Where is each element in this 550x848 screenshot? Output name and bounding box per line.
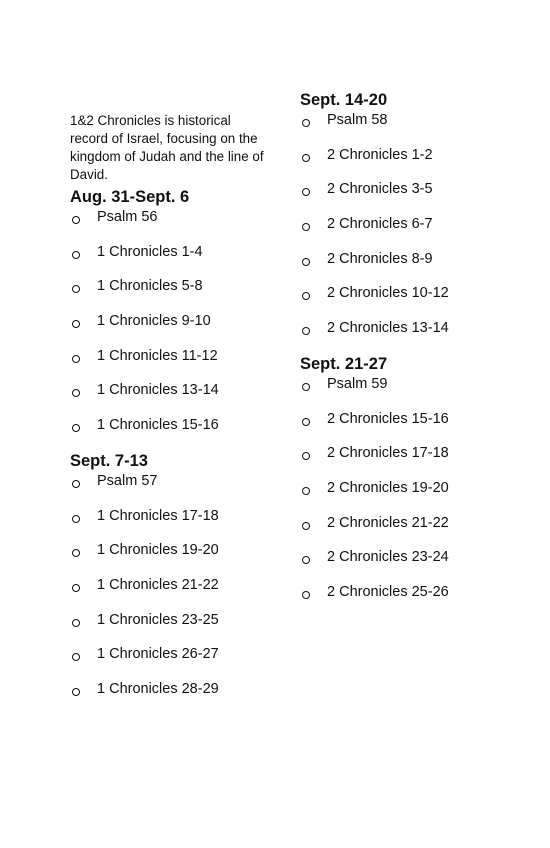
list-item xyxy=(70,208,270,243)
reading-label: Psalm 56 xyxy=(97,209,158,225)
list-item xyxy=(70,277,270,312)
circle-bullet-icon xyxy=(72,389,80,397)
reading-label: 1 Chronicles 15-16 xyxy=(97,417,219,434)
circle-bullet-icon xyxy=(72,688,80,696)
list-item xyxy=(70,312,270,347)
reading-label: 1 Chronicles 28-29 xyxy=(97,680,219,697)
reading-label: 2 Chronicles 25-26 xyxy=(327,583,449,600)
reading-label: Psalm 59 xyxy=(327,375,388,392)
week-section xyxy=(70,451,270,715)
list-item xyxy=(300,410,500,445)
reading-label: 2 Chronicles 21-22 xyxy=(327,514,449,531)
reading-label: 1 Chronicles 19-20 xyxy=(97,542,219,559)
list-item xyxy=(300,111,500,146)
reading-list xyxy=(300,375,500,618)
circle-bullet-icon xyxy=(302,258,310,266)
list-item xyxy=(70,541,270,576)
circle-bullet-icon xyxy=(302,591,310,599)
week-section xyxy=(300,90,500,354)
reading-label: Psalm 58 xyxy=(327,112,388,128)
reading-label: 1 Chronicles 1-4 xyxy=(97,243,203,260)
reading-label: 2 Chronicles 8-9 xyxy=(327,250,433,267)
reading-label: 2 Chronicles 3-5 xyxy=(327,181,433,198)
circle-bullet-icon xyxy=(72,216,80,224)
list-item xyxy=(300,215,500,250)
list-item xyxy=(70,680,270,715)
list-item xyxy=(300,375,500,410)
circle-bullet-icon xyxy=(302,154,310,162)
reading-label: 1 Chronicles 13-14 xyxy=(97,382,219,399)
list-item xyxy=(70,611,270,646)
reading-label: Psalm 57 xyxy=(97,472,158,489)
list-item xyxy=(300,180,500,215)
circle-bullet-icon xyxy=(302,452,310,460)
list-item xyxy=(70,645,270,680)
circle-bullet-icon xyxy=(72,285,80,293)
list-item xyxy=(70,576,270,611)
list-item xyxy=(300,548,500,583)
circle-bullet-icon xyxy=(72,584,80,592)
reading-list xyxy=(300,111,500,354)
right-week-list xyxy=(300,90,500,618)
week-title: Aug. 31-Sept. 6 xyxy=(70,188,190,206)
reading-label: 2 Chronicles 13-14 xyxy=(327,320,449,337)
circle-bullet-icon xyxy=(72,549,80,557)
circle-bullet-icon xyxy=(72,251,80,259)
week-section xyxy=(300,354,500,618)
reading-label: 2 Chronicles 23-24 xyxy=(327,549,449,566)
circle-bullet-icon xyxy=(72,619,80,627)
reading-label: 1 Chronicles 11-12 xyxy=(97,347,218,364)
reading-label: 1 Chronicles 5-8 xyxy=(97,278,203,295)
list-item xyxy=(300,514,500,549)
circle-bullet-icon xyxy=(302,188,310,196)
reading-label: 2 Chronicles 17-18 xyxy=(327,445,449,462)
week-title: Sept. 7-13 xyxy=(70,451,148,470)
week-section xyxy=(70,187,270,451)
circle-bullet-icon xyxy=(302,556,310,564)
reading-label: 1 Chronicles 21-22 xyxy=(97,576,219,593)
left-week-list xyxy=(70,187,270,715)
week-title: Sept. 14-20 xyxy=(300,91,388,109)
circle-bullet-icon xyxy=(302,418,310,426)
list-item xyxy=(70,507,270,542)
circle-bullet-icon xyxy=(302,119,310,127)
circle-bullet-icon xyxy=(302,522,310,530)
list-item xyxy=(70,347,270,382)
circle-bullet-icon xyxy=(302,327,310,335)
list-item xyxy=(300,444,500,479)
list-item xyxy=(70,243,270,278)
circle-bullet-icon xyxy=(302,487,310,495)
intro-text: 1&2 Chronicles is historical record of Israel, focusing on the kingdom of Judah and the line of David. xyxy=(70,113,264,182)
reading-label: 2 Chronicles 10-12 xyxy=(327,285,449,302)
list-item xyxy=(300,583,500,618)
reading-label: 1 Chronicles 9-10 xyxy=(97,313,211,330)
reading-label: 1 Chronicles 26-27 xyxy=(97,646,219,663)
circle-bullet-icon xyxy=(72,355,80,363)
circle-bullet-icon xyxy=(72,424,80,432)
left-column xyxy=(70,112,270,715)
list-item xyxy=(300,146,500,181)
reading-label: 1 Chronicles 17-18 xyxy=(97,507,219,524)
circle-bullet-icon xyxy=(72,320,80,328)
circle-bullet-icon xyxy=(302,383,310,391)
reading-label: 2 Chronicles 6-7 xyxy=(327,216,433,233)
reading-label: 2 Chronicles 15-16 xyxy=(327,410,449,427)
reading-label: 2 Chronicles 19-20 xyxy=(327,479,449,496)
list-item xyxy=(300,284,500,319)
list-item xyxy=(300,479,500,514)
reading-list xyxy=(70,472,270,715)
reading-label: 1 Chronicles 23-25 xyxy=(97,611,219,628)
list-item xyxy=(300,250,500,285)
reading-list xyxy=(70,208,270,451)
list-item xyxy=(70,472,270,507)
list-item xyxy=(70,381,270,416)
circle-bullet-icon xyxy=(72,515,80,523)
circle-bullet-icon xyxy=(72,653,80,661)
circle-bullet-icon xyxy=(72,480,80,488)
circle-bullet-icon xyxy=(302,292,310,300)
week-title: Sept. 21-27 xyxy=(300,354,388,373)
right-column xyxy=(300,90,500,618)
reading-label: 2 Chronicles 1-2 xyxy=(327,146,433,163)
list-item xyxy=(300,319,500,354)
list-item xyxy=(70,416,270,451)
circle-bullet-icon xyxy=(302,223,310,231)
